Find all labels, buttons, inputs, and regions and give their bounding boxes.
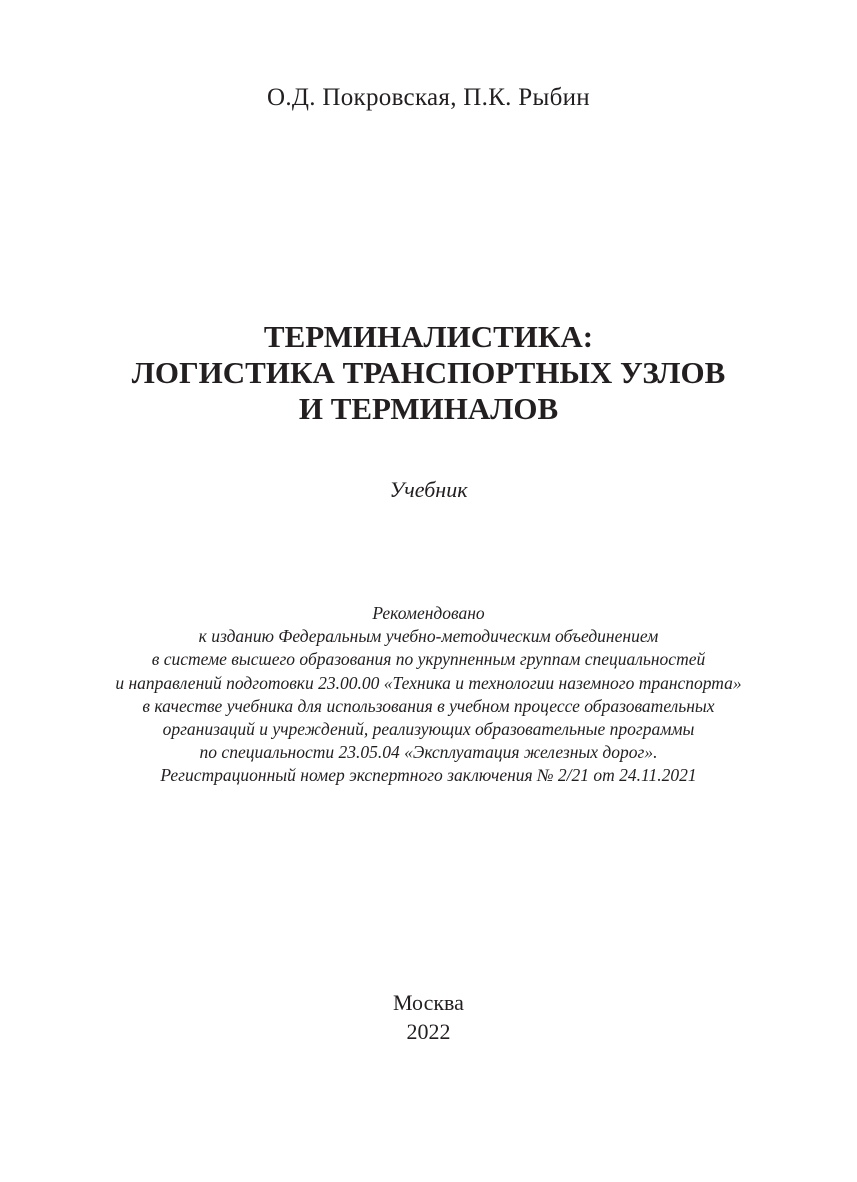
book-title-line: ТЕРМИНАЛИСТИКА: bbox=[263, 319, 594, 354]
publication-city: Москва bbox=[393, 990, 464, 1015]
recommendation-line: к изданию Федеральным учебно-методическим объединением bbox=[198, 626, 659, 647]
recommendation-line: Регистрационный номер экспертного заключения № 2/21 от 24.11.2021 bbox=[160, 765, 697, 786]
recommendation-line: Рекомендовано bbox=[372, 603, 485, 623]
recommendation-line: организаций и учреждений, реализующих образовательные программы bbox=[162, 719, 695, 740]
recommendation-line: по специальности 23.05.04 «Эксплуатация железных дорог». bbox=[199, 742, 658, 763]
book-title bbox=[0, 319, 857, 427]
book-title-line: ЛОГИСТИКА ТРАНСПОРТНЫХ УЗЛОВ bbox=[131, 355, 726, 390]
recommendation-note bbox=[0, 602, 857, 788]
imprint bbox=[0, 988, 857, 1046]
recommendation-line: в системе высшего образования по укрупненным группам специальностей bbox=[151, 649, 706, 670]
document-type: Учебник bbox=[389, 477, 468, 502]
publication-year: 2022 bbox=[406, 1019, 451, 1044]
authors: О.Д. Покровская, П.К. Рыбин bbox=[267, 84, 590, 111]
recommendation-line: и направлений подготовки 23.00.00 «Техника и технологии наземного транспорта» bbox=[115, 672, 742, 693]
recommendation-line: в качестве учебника для использования в учебном процессе образовательных bbox=[142, 695, 715, 716]
book-title-line: И ТЕРМИНАЛОВ bbox=[298, 391, 559, 426]
